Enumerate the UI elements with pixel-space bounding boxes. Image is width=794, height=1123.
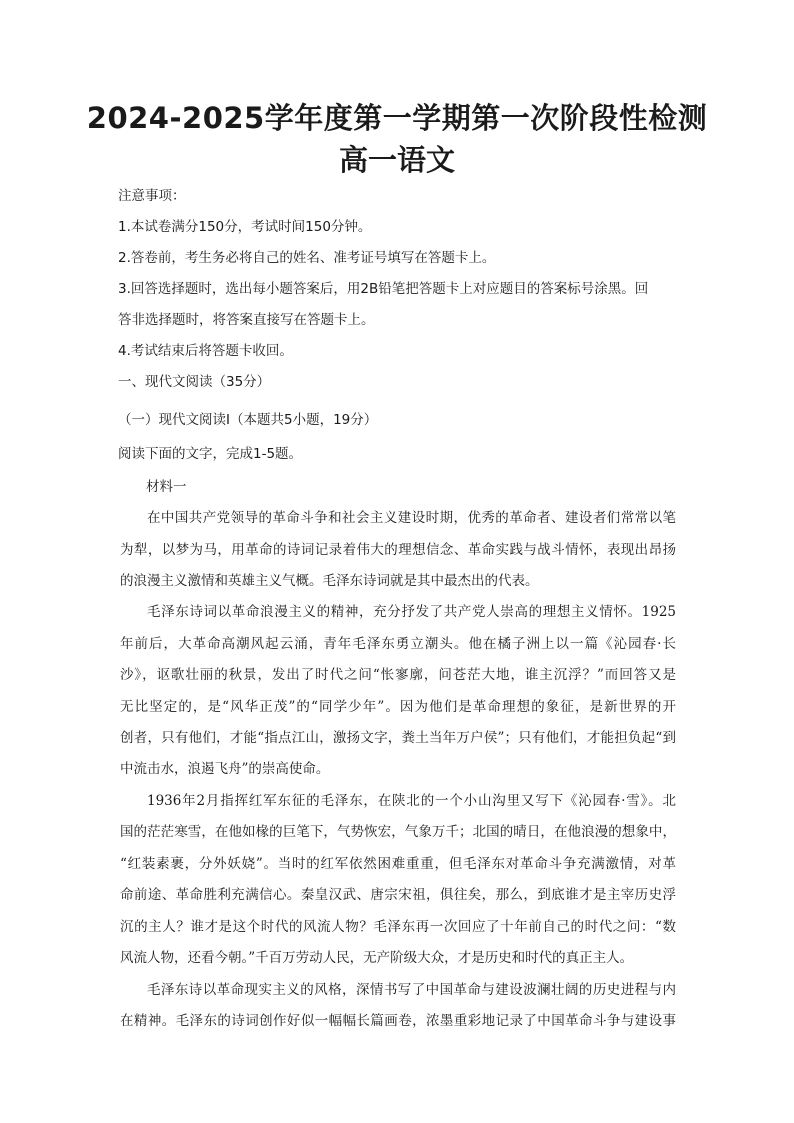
passage-line: 创者，只有他们，才能“指点江山，激扬文字，粪土当年万户侯”；只有他们，才能担负起“到 bbox=[120, 730, 676, 746]
notice-heading: 注意事项： bbox=[118, 188, 186, 204]
passage-line: 1936年2月指挥红军东征的毛泽东，在陕北的一个小山沟里又写下《沁园春·雪》。北 bbox=[147, 793, 676, 809]
notice-item-4: 4.考试结束后将答题卡收回。 bbox=[118, 343, 293, 359]
passage-line: 为犁，以梦为马，用革命的诗词记录着伟大的理想信念、革命实践与战斗情怀，表现出昂扬 bbox=[120, 542, 676, 558]
section-heading: 一、现代文阅读（35分） bbox=[118, 374, 271, 390]
passage-line: 风流人物，还看今朝。”千百万劳动人民，无产阶级大众，才是历史和时代的真正主人。 bbox=[120, 950, 634, 966]
passage-line: 毛泽东诗以革命现实主义的风格，深情书写了中国革命与建设波澜壮阔的历史进程与内 bbox=[147, 982, 676, 998]
passage-line: 国的茫茫寒雪，在他如椽的巨笔下，气势恢宏，气象万千；北国的晴日，在他浪漫的想象中， bbox=[120, 824, 676, 840]
sub-section-heading: （一）现代文阅读Ⅰ（本题共5小题，19分） bbox=[118, 412, 378, 428]
passage-line: 在中国共产党领导的革命斗争和社会主义建设时期，优秀的革命者、建设者们常常以笔 bbox=[147, 510, 676, 526]
exam-subject: 高一语文 bbox=[338, 143, 455, 177]
material-label: 材料一 bbox=[146, 479, 187, 495]
notice-item-3: 3.回答选择题时，选出每小题答案后，用2B铅笔把答题卡上对应题目的答案标号涂黑。回 bbox=[118, 281, 649, 297]
passage-line: 毛泽东诗词以革命浪漫主义的精神，充分抒发了共产党人崇高的理想主义情怀。1925 bbox=[147, 604, 676, 620]
passage-line: 无比坚定的，是“风华正茂”的“同学少年”。因为他们是革命理想的象征，是新世界的开 bbox=[120, 699, 676, 715]
exam-title: 2024-2025学年度第一学期第一次阶段性检测 bbox=[86, 101, 708, 135]
passage-line: 命前途、革命胜利充满信心。秦皇汉武、唐宗宋祖，俱往矣，那么，到底谁才是主宰历史浮 bbox=[120, 887, 676, 903]
notice-item-1: 1.本试卷满分150分，考试时间150分钟。 bbox=[118, 219, 372, 235]
passage-line: 沙》，讴歌壮丽的秋景，发出了时代之问“怅寥廓，问苍茫大地，谁主沉浮？”而回答又是 bbox=[120, 667, 676, 683]
reading-instruction: 阅读下面的文字，完成1-5题。 bbox=[118, 446, 303, 462]
passage-line: 在精神。毛泽东的诗词创作好似一幅幅长篇画卷，浓墨重彩地记录了中国革命斗争与建设事 bbox=[120, 1013, 676, 1029]
passage-line: “红装素裹，分外妖娆”。当时的红军依然困难重重，但毛泽东对革命斗争充满激情，对革 bbox=[120, 856, 676, 872]
passage-line: 中流击水，浪遏飞舟”的崇高使命。 bbox=[120, 761, 330, 777]
notice-item-2: 2.答卷前，考生务必将自己的姓名、准考证号填写在答题卡上。 bbox=[118, 250, 496, 266]
passage-line: 年前后，大革命高潮风起云涌，青年毛泽东勇立潮头。他在橘子洲上以一篇《沁园春·长 bbox=[120, 636, 676, 652]
notice-item-3-cont: 答非选择题时，将答案直接写在答题卡上。 bbox=[118, 312, 375, 328]
passage-line: 沉的主人？谁才是这个时代的风流人物？毛泽东再一次回应了十年前自己的时代之问：“数 bbox=[120, 919, 676, 935]
passage-line: 的浪漫主义激情和英雄主义气概。毛泽东诗词就是其中最杰出的代表。 bbox=[120, 573, 539, 589]
